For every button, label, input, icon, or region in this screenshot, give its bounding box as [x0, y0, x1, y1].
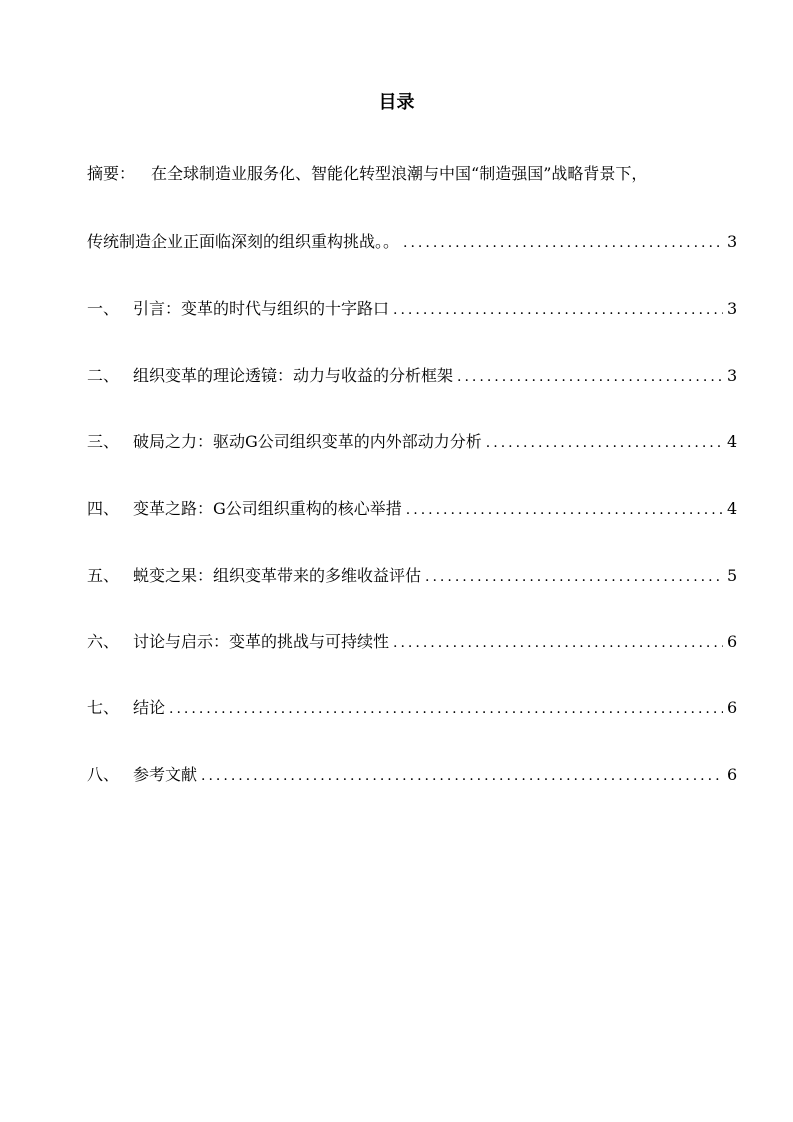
page-number: 6	[727, 765, 738, 784]
entry-title: 结论	[133, 698, 166, 717]
entry-number: 八、	[87, 765, 120, 784]
page-number: 3	[727, 232, 738, 251]
entry-title: 组织变革的理论透镜：动力与收益的分析框架	[133, 366, 454, 385]
leader-dots	[201, 764, 723, 788]
entry-title: 引言：变革的时代与组织的十字路口	[133, 299, 390, 318]
page-number: 3	[727, 299, 738, 318]
toc-entry-6[interactable]	[87, 630, 737, 654]
page-number: 4	[727, 432, 738, 451]
abstract-label: 摘要：	[87, 164, 136, 183]
entry-number: 四、	[87, 499, 120, 518]
leader-dots	[486, 431, 723, 455]
toc-abstract-line-1[interactable]	[87, 162, 737, 186]
page-number: 6	[727, 632, 738, 651]
toc-entry-7[interactable]	[87, 696, 737, 720]
abstract-text-line-2: 传统制造企业正面临深刻的组织重构挑战。。	[87, 232, 400, 251]
abstract-text-line-1: 在全球制造业服务化、智能化转型浪潮与中国“制造强国”战略背景下，	[151, 164, 648, 183]
page-number: 3	[727, 366, 738, 385]
toc-title: 目录	[378, 92, 415, 113]
entry-title: 参考文献	[133, 765, 198, 784]
leader-dots	[393, 631, 723, 655]
page-number: 5	[727, 566, 738, 585]
entry-title: 讨论与启示：变革的挑战与可持续性	[133, 632, 390, 651]
entry-number: 五、	[87, 566, 120, 585]
leader-dots	[457, 365, 723, 389]
entry-number: 一、	[87, 299, 120, 318]
toc-entry-4[interactable]	[87, 497, 737, 521]
toc-entry-abstract[interactable]	[87, 230, 737, 254]
leader-dots	[169, 697, 723, 721]
page-number: 6	[727, 698, 738, 717]
entry-number: 二、	[87, 366, 120, 385]
leader-dots	[393, 298, 723, 322]
entry-number: 六、	[87, 632, 120, 651]
leader-dots	[406, 498, 723, 522]
entry-title: 破局之力：驱动G公司组织变革的内外部动力分析	[133, 432, 482, 451]
toc-entry-2[interactable]	[87, 364, 737, 388]
entry-title: 蜕变之果：组织变革带来的多维收益评估	[133, 566, 422, 585]
toc-entry-3[interactable]	[87, 430, 737, 454]
toc-entry-1[interactable]	[87, 297, 737, 321]
entry-number: 三、	[87, 432, 120, 451]
entry-title: 变革之路：G公司组织重构的核心举措	[133, 499, 402, 518]
toc-entry-8[interactable]	[87, 763, 737, 787]
entry-number: 七、	[87, 698, 120, 717]
leader-dots	[403, 231, 723, 255]
toc-entry-5[interactable]	[87, 564, 737, 588]
page-number: 4	[727, 499, 738, 518]
leader-dots	[425, 565, 723, 589]
